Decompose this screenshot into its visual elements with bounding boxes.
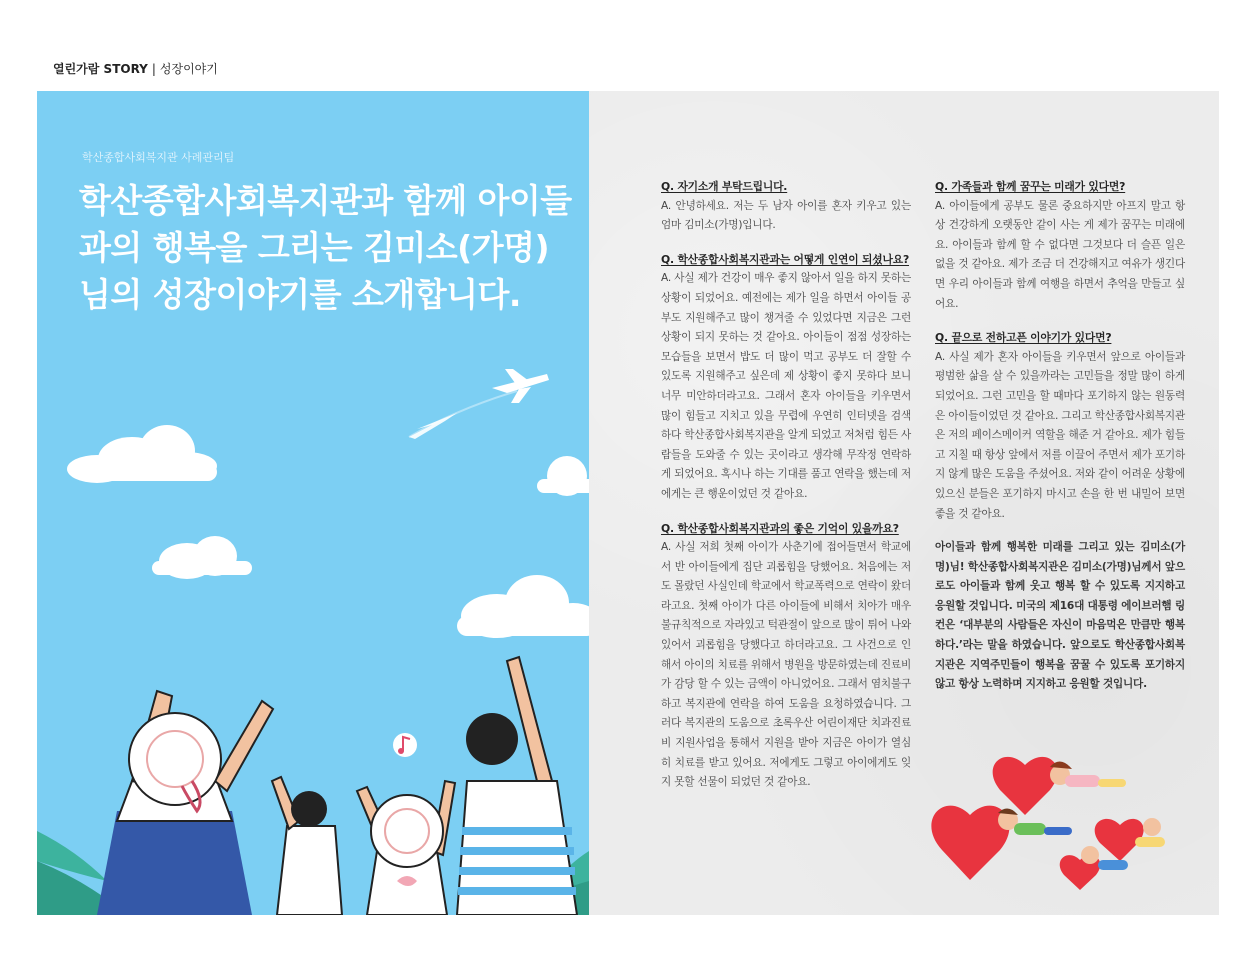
question-4: Q. 가족들과 함께 꿈꾸는 미래가 있다면? [935, 180, 1126, 193]
flying-kid [1050, 761, 1126, 787]
section-name: 성장이야기 [159, 62, 218, 76]
girl-figure [357, 781, 455, 915]
question-1: Q. 자기소개 부탁드립니다. [661, 180, 788, 193]
cloud-icon [152, 536, 252, 579]
hearts-illustration [930, 745, 1190, 895]
header-separator: | [151, 62, 156, 76]
article-headline: 학산종합사회복지관과 함께 아이들과의 행복을 그리는 김미소(가명)님의 성장이야기를 소개합니다. [79, 181, 572, 314]
airplane-icon [409, 369, 549, 439]
answer-4: A. 아이들에게 공부도 물론 중요하지만 아프지 말고 항상 건강하게 오랫동안 같이 사는 게 제가 꿈꾸는 미래에요. 아이들과 함께 할 수 없다면 그것보다 더 슬픈 일은 없을 것 같아요. 제가 조금 더 건강해지고 여유가 생긴다면 우리 아이들과 함께 여행을 하면서 추억을 만들고 싶어요. [935, 199, 1185, 310]
question-2: Q. 학산종합사회복지관과는 어떻게 인연이 되셨나요? [661, 252, 910, 266]
answer-3: A. 사실 저희 첫째 아이가 사춘기에 접어들면서 학교에서 반 아이들에게 집단 괴롭힘을 당했어요. 처음에는 저도 몰랐던 사실인데 학교에서 학교폭력으로 연락이 왔더라고요. 첫째 아이가 다른 아이들에 비해서 치아가 매우 불규칙적으로 자라있고 턱관절이 앞으로 많이 튀어 나와 있어서 괴롭힘을 당했다고 하더라고요. 그 사건으로 인해서 아이의 치료를 위해서 병원을 방문하였는데 진료비가 감당 할 수 있는 금액이 아니었어요. 그래서 염치불구하고 복지관에 연락을 하여 도움을 요청하였습니다. 그러다 복지관의 도움으로 초록우산 어린이재단 치과진료비 지원사업을 통해서 지원을 받아 지금은 아이가 열심히 치료를 받고 있어요. 저에게도 그렇고 아이에게도 잊지 못할 선물이 되었던 것 같아요. [661, 541, 911, 789]
cloud-icon [67, 425, 217, 483]
interview-column-1 [661, 177, 911, 807]
hero-panel [37, 91, 589, 915]
interview-column-2 [935, 177, 1185, 695]
cloud-icon [537, 456, 589, 496]
older-boy-figure [457, 657, 577, 915]
team-label: 학산종합사회복지관 사례관리팀 [82, 151, 235, 164]
music-note-icon [393, 733, 417, 757]
closing-paragraph: 아이들과 함께 행복한 미래를 그리고 있는 김미소(가명)님! 학산종합사회복지관은 김미소(가명)님께서 앞으로도 아이들과 함께 웃고 행복 할 수 있도록 지지하고 응원할 것입니다. 미국의 제16대 대통령 에이브러햄 링컨은 ‘대부분의 사람들은 자신이 마음먹은 만큼만 행복하다.’라는 말을 하였습니다. 앞으로도 학산종합사회복지관은 지역주민들이 행복을 꿈꿀 수 있도록 포기하지 않고 항상 노력하며 지지하고 응원할 것입니다. [935, 541, 1185, 691]
magazine-brand: 열린가람 STORY [53, 62, 148, 76]
page-header [53, 60, 218, 77]
heart-icon [993, 757, 1058, 815]
question-5: Q. 끝으로 전하고픈 이야기가 있다면? [935, 331, 1112, 345]
heart-icon [931, 806, 1009, 880]
answer-2: A. 사실 제가 건강이 매우 좋지 않아서 일을 하지 못하는 상황이 되었어요. 예전에는 제가 일을 하면서 아이들 공부도 지원해주고 많이 챙겨줄 수 있었다면 지금은 그런 상황이 되지 못하는 것 같아요. 아이들이 점점 성장하는 모습들을 보면서 밥도 더 많이 먹고 공부도 더 잘할 수 있도록 지원해주고 싶은데 제 상황이 좋지 못하다 보니 너무 미안하더라고요. 그래서 혼자 아이들을 키우면서 많이 힘들고 지치고 있을 무렵에 우연히 인터넷을 검색하다 학산종합사회복지관을 알게 되었고 저처럼 힘든 사람들을 도와줄 수 있는 곳이라고 생각해 무작정 연락하게 되었어요. 혹시나 하는 기대를 품고 연락을 했는데 저에게는 큰 행운이었던 것 같아요. [661, 272, 911, 500]
question-3: Q. 학산종합사회복지관과의 좋은 기억이 있을까요? [661, 521, 899, 535]
answer-5: A. 사실 제가 혼자 아이들을 키우면서 앞으로 아이들과 평범한 삶을 살 수 있을까라는 고민들을 정말 많이 하게 되었어요. 그런 고민을 할 때마다 포기하지 않는 원동력은 아이들이었던 것 같아요. 그리고 학산종합사회복지관은 저의 페이스메이커 역할을 해준 거 같아요. 제가 힘들고 지칠 때 항상 앞에서 저를 이끌어 주면서 제가 포기하지 않게 많은 도움을 주셨어요. 저와 같이 어려운 상황에 있으신 분들은 포기하지 마시고 손을 한 번 내밀어 보면 좋을 것 같아요. [935, 350, 1185, 520]
cloud-icon [457, 575, 589, 638]
mother-figure [97, 691, 273, 915]
boy-figure [272, 777, 342, 915]
answer-1: A. 안녕하세요. 저는 두 남자 아이를 혼자 키우고 있는 엄마 김미소(가명)입니다. [661, 199, 911, 232]
